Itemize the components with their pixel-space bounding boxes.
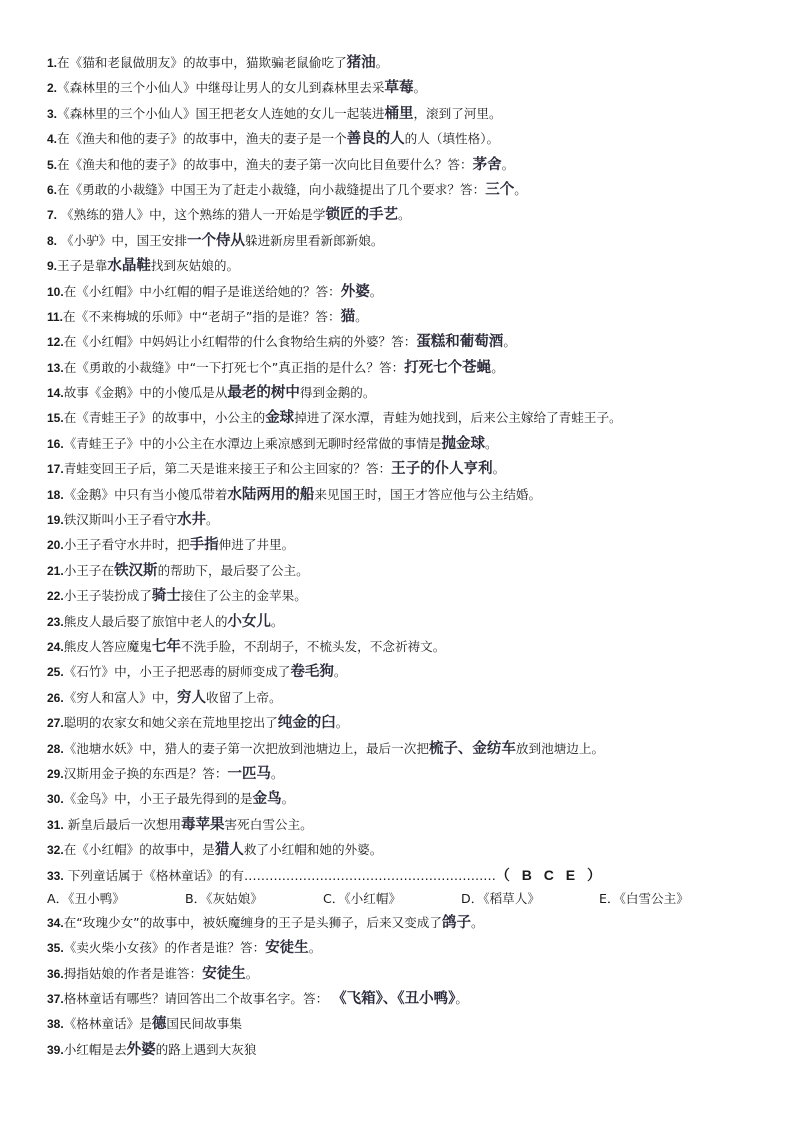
option-b: B．《灰姑娘》: [185, 890, 263, 906]
question-33-options: [47, 888, 767, 910]
question-text: 救了小红帽和她的外婆。: [243, 842, 383, 858]
question-text: 害死白雪公主。: [224, 816, 313, 832]
answer-text: 穷人: [177, 688, 207, 706]
answer-text: 桶里: [384, 104, 414, 122]
question-number: 3.: [47, 106, 58, 121]
answer-text: 猫: [340, 307, 356, 325]
answer-text: 最老的树中: [227, 384, 300, 402]
question-text: 聪明的农家女和她父亲在荒地里挖出了: [63, 715, 278, 731]
question-text: 不洗手脸，不刮胡子，不梳头发，不念祈祷文。: [180, 638, 446, 654]
question-number: 18.: [47, 487, 64, 502]
question-text: 。: [503, 334, 516, 350]
question-text: 小王子看守水井时，把: [63, 537, 190, 553]
question-number: 2.: [47, 81, 58, 96]
answer-text: 锁匠的手艺: [325, 206, 398, 224]
question-number: 35.: [47, 941, 64, 956]
answer-text: 骑士: [151, 587, 181, 605]
question-text: 王子是靠: [57, 258, 108, 274]
question-item: [47, 152, 767, 177]
question-item: [47, 177, 767, 202]
question-text: 小王子在: [63, 562, 115, 578]
question-number: 36.: [47, 966, 64, 981]
question-item: [47, 736, 767, 761]
question-item: [47, 558, 767, 583]
question-number: 30.: [47, 792, 64, 807]
answer-text: 金鸟: [252, 790, 282, 808]
answer-text: 外婆: [340, 282, 370, 300]
question-text: 。: [492, 461, 506, 477]
question-text: 在《渔夫和他的妻子》的故事中，渔夫的妻子第一次向比目鱼要什么？答：: [57, 156, 473, 172]
question-text: 。: [245, 965, 259, 981]
question-text: 《森林里的三个小仙人》中继母让男人的女儿到森林里去采: [57, 80, 385, 96]
question-number: 34.: [47, 915, 64, 930]
question-item: [47, 456, 767, 481]
question-number: 25.: [47, 665, 64, 680]
answer-choices: （ B C E ）: [495, 866, 606, 883]
question-number: 12.: [47, 335, 64, 350]
question-item: [47, 910, 767, 935]
option-d: D．《稻草人》: [461, 890, 540, 906]
answer-text: 《飞箱》、《丑小鸭》: [332, 990, 456, 1008]
question-text: 在《渔夫和他的妻子》的故事中，渔夫的妻子是一个: [57, 131, 347, 147]
question-number: 7.: [47, 208, 58, 223]
question-text: 。: [398, 207, 411, 223]
question-text: 伸进了井里。: [218, 537, 295, 553]
question-number: 23.: [47, 614, 64, 629]
question-item: [47, 101, 767, 126]
question-item: [47, 986, 767, 1011]
question-text: 找到灰姑娘的。: [150, 258, 240, 274]
question-text: 在《小红帽》中小红帽的帽子是谁送给她的？答：: [63, 283, 341, 299]
dot-leader: ……………………………………………………: [244, 867, 496, 883]
question-item: [47, 761, 767, 786]
question-number: 10.: [47, 284, 64, 299]
question-number: 19.: [47, 513, 64, 528]
question-number: 31.: [47, 817, 64, 832]
answer-text: 金球: [265, 409, 295, 427]
question-item: [47, 253, 767, 278]
answer-text: 水井: [177, 511, 207, 529]
answer-text: 王子的仆人亨利: [391, 460, 493, 478]
question-text: 的帮助下，最后娶了公主。: [157, 562, 309, 578]
question-item: [47, 812, 767, 837]
questions-part-1: [47, 50, 767, 863]
question-text: 《石竹》中，小王子把恶毒的厨师变成了: [63, 664, 291, 680]
question-text: 小红帽是去: [63, 1041, 127, 1057]
question-item: [47, 126, 767, 151]
question-number: 39.: [47, 1042, 64, 1057]
question-text: 得到金鹅的。: [299, 385, 376, 401]
question-text: 拇指姑娘的作者是谁答：: [63, 965, 203, 981]
answer-text: 善良的人: [346, 130, 405, 148]
question-item: [47, 837, 767, 862]
question-number: 21.: [47, 563, 64, 578]
question-text: 。: [501, 156, 515, 172]
question-text: 。: [514, 181, 527, 197]
question-text: 。: [335, 715, 349, 731]
question-text: 。: [355, 308, 368, 324]
question-list: [47, 50, 767, 1062]
question-text: 故事《金鹅》中的小傻瓜是从: [63, 385, 228, 401]
question-item: [47, 961, 767, 986]
answer-text: 抛金球: [441, 434, 485, 452]
question-text: 《金鸟》中，小王子最先得到的是: [63, 791, 253, 807]
answer-text: 铁汉斯: [114, 561, 158, 579]
question-text: 。: [369, 283, 383, 299]
answer-text: 安徒生: [265, 939, 309, 957]
question-text: 。: [270, 765, 284, 781]
question-text: 《金鹅》中只有当小傻瓜带着: [63, 486, 228, 502]
question-text: 掉进了深水潭，青蛙为她找到，后来公主嫁给了青蛙王子。: [294, 410, 622, 426]
question-number: 27.: [47, 716, 64, 731]
question-number: 13.: [47, 360, 64, 375]
answer-text: 蛋糕和葡萄酒: [416, 333, 504, 351]
answer-text: 小女儿: [227, 612, 271, 630]
question-text: 在《小红帽》中妈妈让小红帽带的什么食物给生病的外婆？答：: [63, 334, 417, 350]
question-number: 24.: [47, 639, 64, 654]
option-e: E．《白雪公主》: [599, 890, 689, 906]
question-item: [47, 431, 767, 456]
question-33: [47, 863, 767, 888]
answer-text: 七年: [151, 637, 181, 655]
question-text: 躲进新房里看新郎新娘。: [244, 232, 384, 248]
answer-text: 外婆: [126, 1040, 156, 1058]
question-number: 29.: [47, 766, 64, 781]
answer-text: 一个侍从: [186, 231, 245, 249]
answer-text: 梳子、金纺车: [428, 739, 516, 757]
question-text: 下列童话属于《格林童话》的有: [63, 867, 245, 883]
question-number: 33.: [47, 868, 64, 883]
question-item: [47, 228, 767, 253]
question-text: 《卖火柴小女孩》的作者是谁？答：: [63, 940, 266, 956]
question-text: 熊皮人答应魔鬼: [63, 638, 152, 654]
question-text: 。: [281, 791, 295, 807]
question-item: [47, 659, 767, 684]
question-item: [47, 1011, 767, 1036]
question-item: [47, 202, 767, 227]
question-number: 28.: [47, 741, 64, 756]
question-text: 。: [491, 359, 504, 375]
question-number: 22.: [47, 589, 64, 604]
question-text: 在《勇敢的小裁缝》中“一下打死七个”真正指的是什么？答：: [63, 359, 405, 375]
question-item: [47, 1037, 767, 1062]
answer-text: 水陆两用的船: [227, 485, 315, 503]
question-item: [47, 583, 767, 608]
question-text: 熊皮人最后娶了旅馆中老人的: [63, 613, 228, 629]
question-text: 新皇后最后一次想用: [63, 816, 182, 832]
question-number: 32.: [47, 843, 64, 858]
answer-text: 鸽子: [441, 913, 471, 931]
answer-text: 安徒生: [202, 964, 246, 982]
question-item: [47, 786, 767, 811]
question-text: 。: [413, 80, 427, 96]
question-item: [47, 50, 767, 75]
question-text: 放到池塘边上。: [515, 740, 605, 756]
question-text: 在《小红帽》的故事中，是: [63, 842, 215, 858]
answer-text: 纯金的臼: [277, 714, 336, 732]
question-text: 格林童话有哪些？请回答出二个故事名字。答：: [63, 991, 333, 1007]
answer-text: 手指: [189, 536, 219, 554]
question-number: 1.: [47, 56, 58, 70]
question-text: 。: [375, 55, 389, 70]
question-text: 《池塘水妖》中，猎人的妻子第一次把放到池塘边上，最后一次把: [63, 740, 429, 756]
answer-text: 一匹马: [227, 764, 271, 782]
question-number: 4.: [47, 132, 58, 147]
questions-part-2: [47, 910, 767, 1062]
answer-text: 猪油: [346, 54, 376, 71]
question-text: 小王子装扮成了: [63, 588, 152, 604]
question-number: 20.: [47, 538, 64, 553]
question-number: 9.: [47, 259, 58, 274]
question-item: [47, 279, 767, 304]
question-text: 《穷人和富人》中，: [63, 689, 178, 705]
answer-text: 毒苹果: [181, 815, 225, 833]
question-number: 16.: [47, 436, 64, 451]
question-item: [47, 609, 767, 634]
question-text: 接住了公主的金苹果。: [180, 588, 307, 604]
question-item: [47, 329, 767, 354]
question-text: 。: [485, 435, 498, 451]
question-text: 青蛙变回王子后，第二天是谁来接王子和公主回家的？答：: [63, 461, 392, 477]
answer-text: 猎人: [214, 841, 244, 859]
question-text: 。: [308, 940, 322, 956]
question-item: [47, 710, 767, 735]
question-text: 收留了上帝。: [206, 689, 282, 705]
question-item: [47, 75, 767, 100]
question-text: 《格林童话》是: [63, 1016, 152, 1032]
question-item: [47, 304, 767, 329]
question-text: 来见国王时，国王才答应他与公主结婚。: [314, 486, 542, 502]
question-text: 。: [455, 991, 469, 1007]
question-item: [47, 507, 767, 532]
question-text: 。: [206, 512, 219, 528]
question-text: 《青蛙王子》中的小公主在水潭边上乘凉感到无聊时经常做的事情是: [63, 435, 442, 451]
question-text: 。: [333, 664, 347, 680]
question-text: 的人（填性格）。: [404, 131, 500, 147]
question-number: 8.: [47, 233, 58, 248]
answer-text: 茅舍: [472, 155, 502, 173]
question-item: [47, 405, 767, 430]
question-text: 。: [270, 613, 284, 629]
question-text: 在《不来梅城的乐师》中“老胡子”指的是谁？答：: [63, 308, 341, 324]
question-number: 15.: [47, 411, 64, 426]
question-item: [47, 634, 767, 659]
option-c: C．《小红帽》: [323, 890, 402, 906]
answer-text: 打死七个苍蝇: [404, 358, 492, 376]
question-number: 38.: [47, 1017, 64, 1032]
question-text: 在《勇敢的小裁缝》中国王为了赶走小裁缝，向小裁缝提出了几个要求？答：: [57, 181, 486, 197]
question-text: 《熟练的猎人》中，这个熟练的猎人一开始是学: [57, 207, 326, 223]
question-number: 37.: [47, 992, 64, 1007]
question-text: 《小驴》中，国王安排: [57, 232, 187, 248]
question-number: 5.: [47, 157, 58, 172]
question-text: 在《青蛙王子》的故事中，小公主的: [63, 410, 266, 426]
question-item: [47, 532, 767, 557]
question-text: 铁汉斯叫小王子看守: [63, 512, 178, 528]
question-item: [47, 355, 767, 380]
question-text: 国民间故事集: [166, 1016, 242, 1032]
answer-text: 德: [151, 1015, 167, 1033]
answer-text: 草莓: [384, 79, 414, 97]
question-number: 6.: [47, 182, 58, 197]
question-item: [47, 380, 767, 405]
question-item: [47, 482, 767, 507]
question-text: 《森林里的三个小仙人》国王把老女人连她的女儿一起装进: [57, 105, 385, 121]
question-text: 在“玫瑰少女”的故事中，被妖魔缠身的王子是头狮子，后来又变成了: [63, 914, 442, 930]
question-item: [47, 685, 767, 710]
answer-text: 卷毛狗: [290, 663, 334, 681]
question-number: 11.: [47, 309, 64, 324]
question-text: 。: [470, 914, 484, 930]
answer-text: 三个: [485, 180, 515, 198]
question-text: ，滚到了河里。: [413, 105, 502, 121]
question-text: 在《猫和老鼠做朋友》的故事中，猫欺骗老鼠偷吃了: [57, 55, 347, 70]
option-a: A．《丑小鸭》: [47, 890, 125, 906]
question-text: 汉斯用金子换的东西是？答：: [63, 765, 228, 781]
question-text: 的路上遇到大灰狼: [155, 1041, 257, 1057]
question-number: 14.: [47, 386, 64, 401]
question-number: 26.: [47, 690, 64, 705]
question-number: 17.: [47, 462, 64, 477]
question-item: [47, 935, 767, 960]
answer-text: 水晶鞋: [107, 257, 151, 275]
